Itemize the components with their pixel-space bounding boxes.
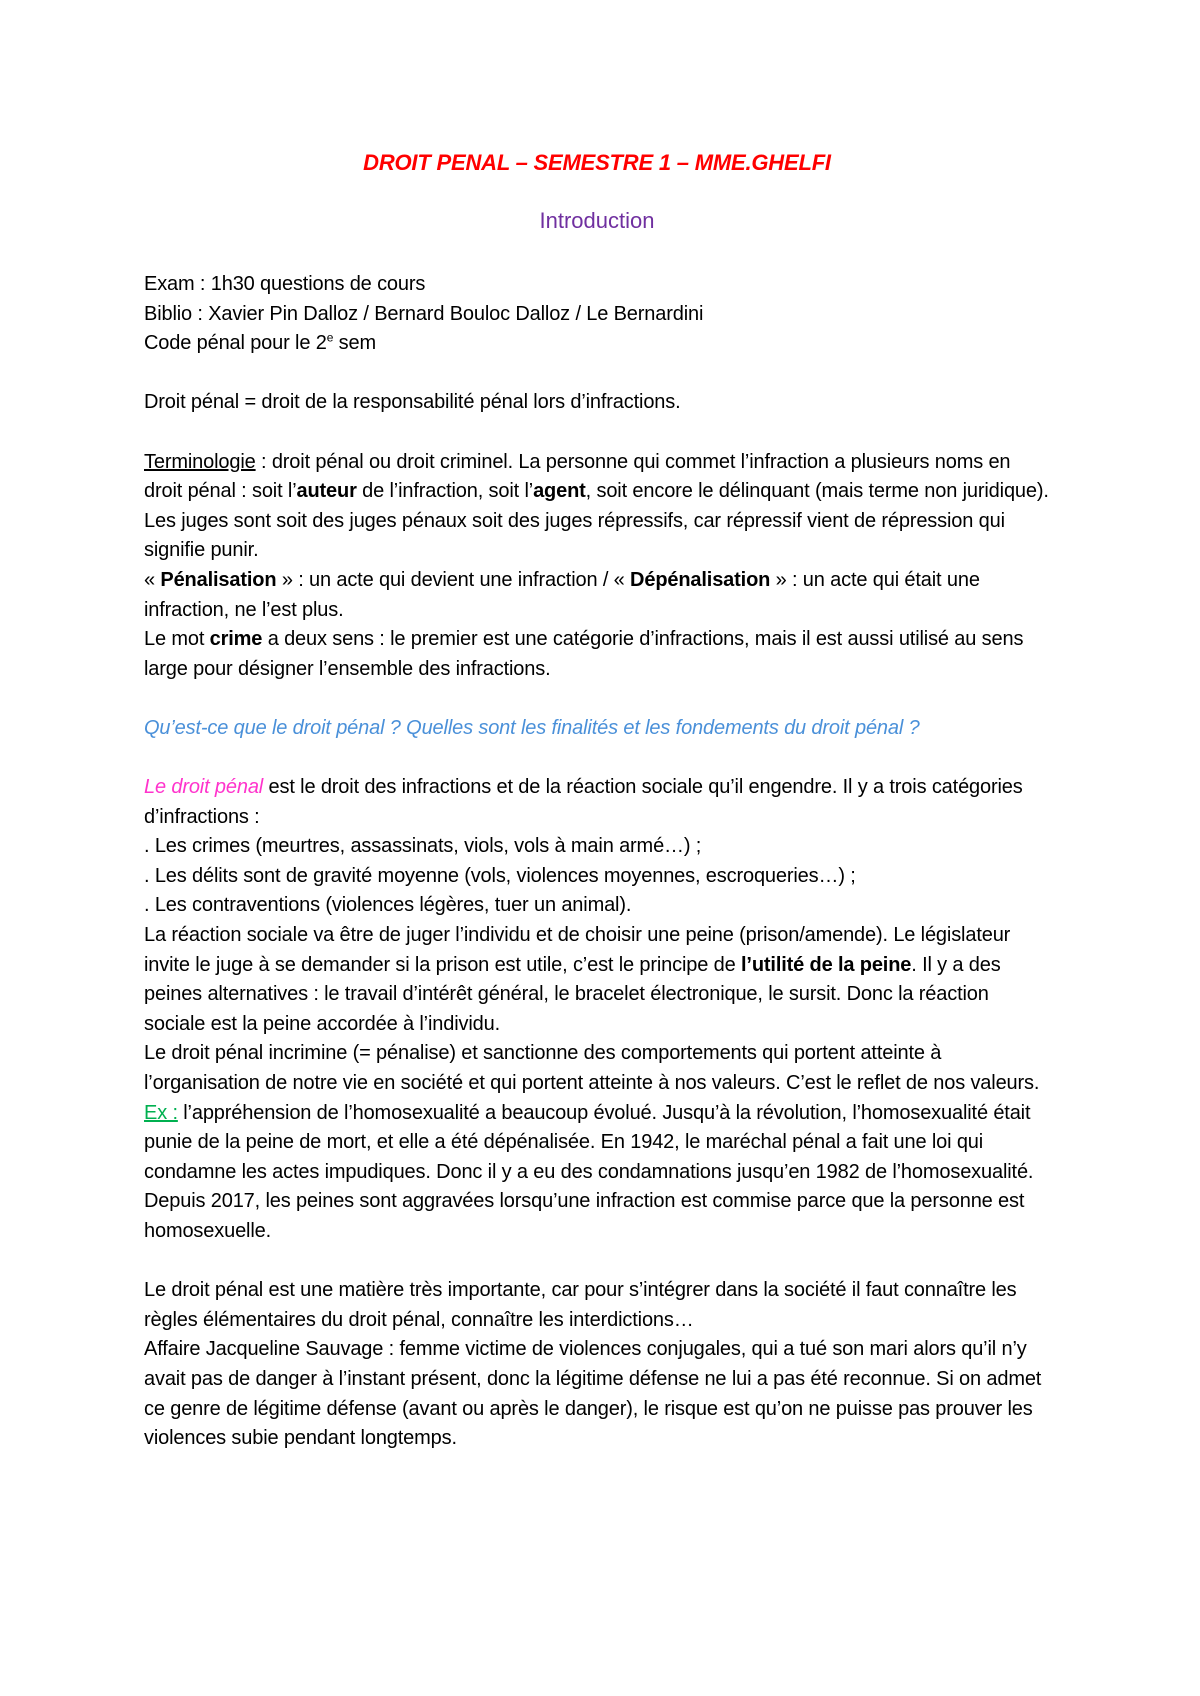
list-item: . Les contraventions (violences légères, tuer un animal). xyxy=(144,894,632,917)
biblio-info: Biblio : Xavier Pin Dalloz / Bernard Bouloc Dalloz / Le Bernardini xyxy=(144,302,704,325)
document-title: DROIT PENAL – SEMESTRE 1 – MME.GHELFI xyxy=(363,150,831,175)
incrimine-paragraph: Le droit pénal incrimine (= pénalise) et sanctionne des comportements qui portent atteinte à l’organisation de notre vie en société et qui portent atteinte à nos valeurs. C’est le reflet de nos valeurs. Ex : l’appréhension de l’homosexualité a beaucoup évolué. Jusqu’à la révolution, l’homosexualité était punie de la peine de mort, et elle a été dépénalisée. En 1942, le maréchal pénal a fait une loi qui condamne les actes impudiques. Donc il y a eu des condamnations jusqu’en 1982 de l’homosexualité. Depuis 2017, les peines sont aggravées lorsqu’une infraction est commise parce que la personne est homosexuelle. xyxy=(144,1042,1040,1242)
list-item: . Les délits sont de gravité moyenne (vols, violences moyennes, escroqueries…) ; xyxy=(144,864,856,887)
reaction-paragraph: La réaction sociale va être de juger l’individu et de choisir une peine (prison/amende). Le législateur invite le juge à se demander si la prison est utile, c’est le principe de l’utilité de la peine. Il y a des peines alternatives : le travail d’intérêt général, le bracelet électronique, le sursit. Donc la réaction sociale est la peine accordée à l’individu. xyxy=(144,924,1011,1035)
juges-paragraph: Les juges sont soit des juges pénaux soit des juges répressifs, car répressif vient de répression qui signifie punir. xyxy=(144,509,1005,562)
section-heading-introduction: Introduction xyxy=(539,208,655,233)
droit-penal-paragraph: Le droit pénal est le droit des infractions et de la réaction sociale qu’il engendre. Il y a trois catégories d’infractions : xyxy=(144,776,1023,828)
example-label: Ex : xyxy=(144,1101,178,1124)
definition-paragraph: Droit pénal = droit de la responsabilité pénal lors d’infractions. xyxy=(144,391,681,414)
terminologie-label: Terminologie xyxy=(144,450,256,473)
droit-penal-highlight: Le droit pénal xyxy=(144,776,264,799)
importance-paragraph: Le droit pénal est une matière très importante, car pour s’intégrer dans la société il faut connaître les règles élémentaires du droit pénal, connaître les interdictions… xyxy=(144,1279,1017,1331)
code-info: Code pénal pour le 2e sem xyxy=(144,330,376,355)
penalisation-paragraph: « Pénalisation » : un acte qui devient une infraction / « Dépénalisation » : un acte qui était une infraction, ne l’est plus. xyxy=(144,568,980,621)
crime-paragraph: Le mot crime a deux sens : le premier est une catégorie d’infractions, mais il est aussi utilisé au sens large pour désigner l’ensemble des infractions. xyxy=(144,628,1024,680)
exam-info: Exam : 1h30 questions de cours xyxy=(144,273,426,295)
section-question: Qu’est-ce que le droit pénal ? Quelles sont les finalités et les fondements du droit pénal ? xyxy=(144,716,920,739)
list-item: . Les crimes (meurtres, assassinats, viols, vols à main armé…) ; xyxy=(144,835,702,858)
affaire-paragraph: Affaire Jacqueline Sauvage : femme victime de violences conjugales, qui a tué son mari alors qu’il n’y avait pas de danger à l’instant présent, donc la légitime défense ne lui a pas été reconnue. Si on admet ce genre de légitime défense (avant ou après le danger), le risque est qu’on ne puisse pas prouver les violences subie pendant longtemps. xyxy=(144,1338,1042,1450)
terminologie-paragraph: Terminologie : droit pénal ou droit criminel. La personne qui commet l’infraction a plusieurs noms en droit pénal : soit l’auteur de l’infraction, soit l’agent, soit encore le délinquant (mais terme non juridique). xyxy=(144,450,1049,503)
